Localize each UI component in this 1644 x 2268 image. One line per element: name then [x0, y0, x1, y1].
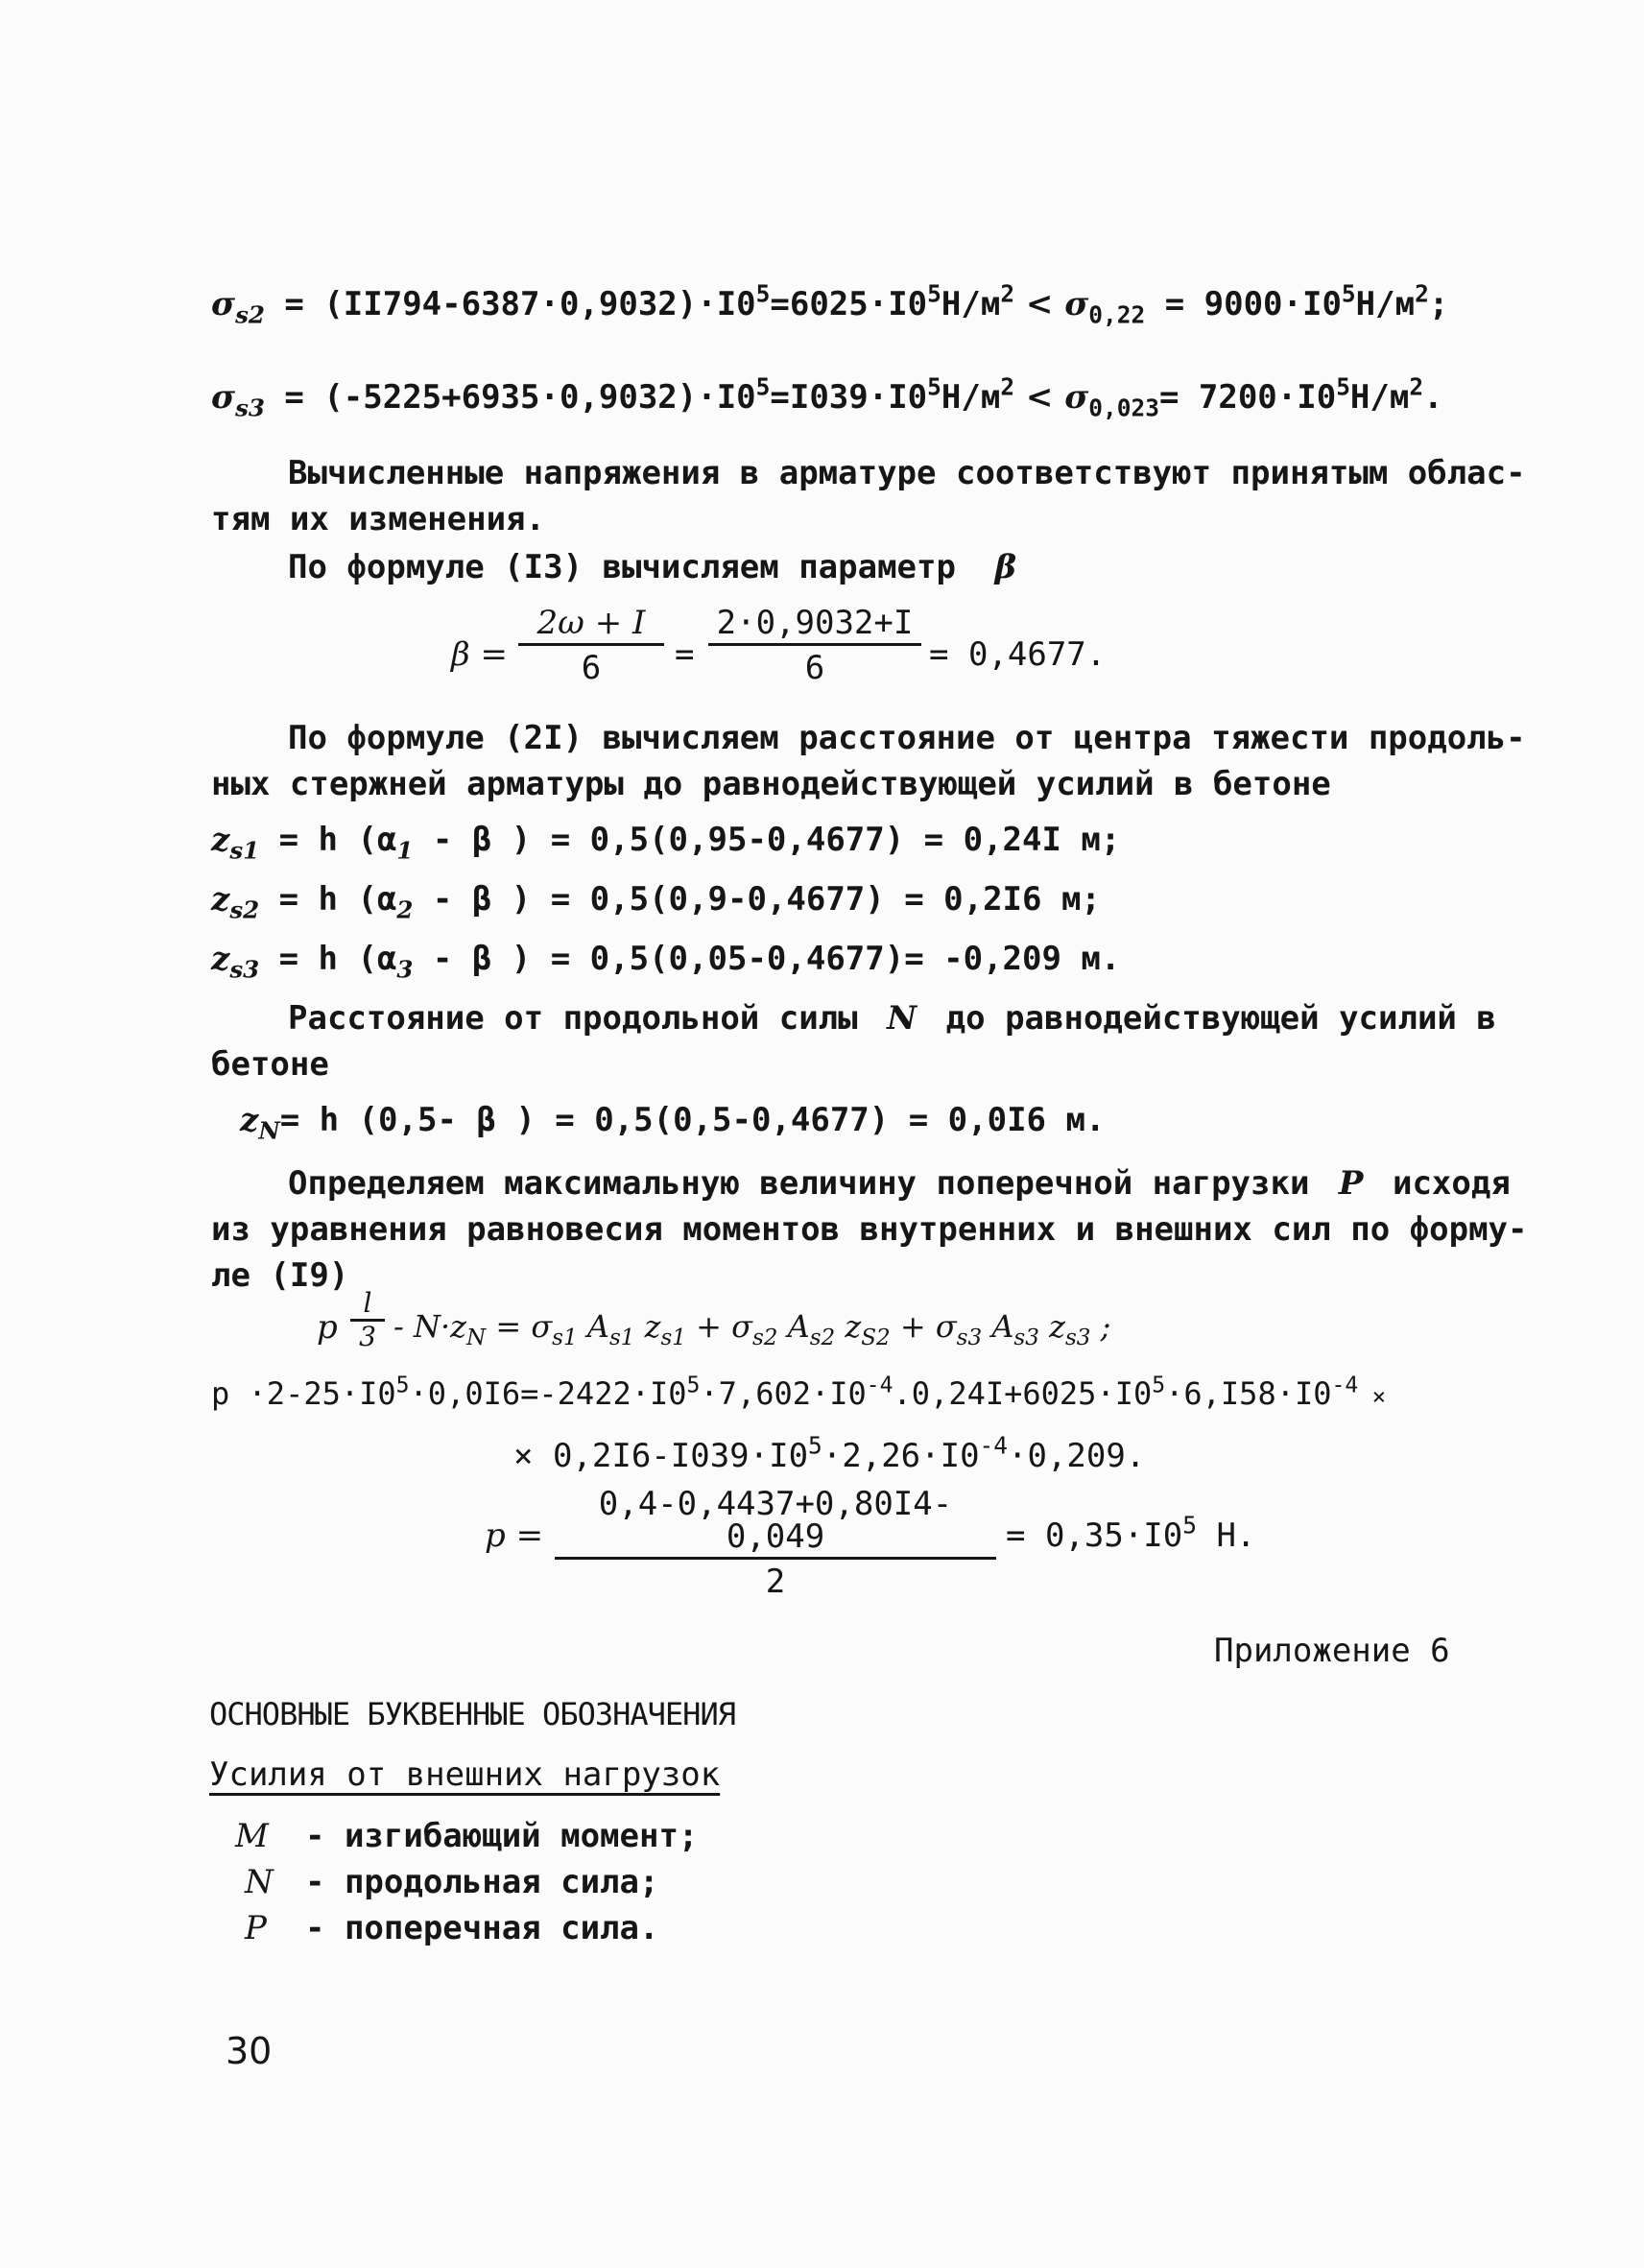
exponent: -4	[979, 1431, 1009, 1460]
l-over-3-fraction	[350, 1287, 385, 1352]
calc-line-1	[211, 1373, 1387, 1412]
comparison: < σ	[1014, 285, 1089, 323]
appendix-subtitle: Усилия от внешних нагрузок	[209, 1755, 721, 1794]
exponent: 5	[755, 372, 771, 401]
subscript: N	[258, 1116, 280, 1145]
moment-equation	[393, 1308, 1111, 1351]
formula-sigma-s3	[211, 372, 1443, 422]
subscript: s2	[751, 1325, 778, 1351]
exponent: -4	[866, 1373, 893, 1398]
multiply-sign: ×	[1358, 1383, 1387, 1410]
paragraph-line: из уравнения равновесия моментов внутренних и внешних сил по форму-	[211, 1210, 1528, 1249]
subscript: 0,22	[1088, 300, 1146, 329]
subscript: s2	[229, 895, 260, 924]
expression: ·2,26·I0	[822, 1437, 980, 1475]
expression: = 9000·I0	[1145, 285, 1342, 323]
paragraph-line	[288, 548, 1017, 586]
subscript: 1	[396, 836, 414, 865]
expression: p ·2-25·I0	[211, 1375, 396, 1412]
expression: = (II794-6387·0,9032)·I0	[284, 285, 756, 323]
exponent: 5	[1336, 372, 1350, 401]
unit: Н/м	[941, 378, 1001, 417]
p-result-rhs	[1006, 1511, 1256, 1555]
subscript: s3	[956, 1325, 983, 1351]
subscript: S2	[861, 1325, 891, 1351]
paragraph-line: Вычисленные напряжения в арматуре соответствуют принятым облас-	[288, 454, 1526, 492]
beta-fraction-2	[708, 604, 921, 687]
subscript: 0,023	[1088, 394, 1159, 422]
exponent: -4	[1331, 1373, 1359, 1398]
punctuation: .	[1423, 378, 1443, 417]
exponent: 2	[1000, 372, 1015, 401]
subscript: s1	[608, 1325, 635, 1351]
exponent: 5	[1152, 1373, 1166, 1398]
expression: A	[982, 1308, 1014, 1345]
unit: Н/м	[941, 285, 1001, 323]
expression: + σ	[685, 1308, 752, 1345]
subscript: s2	[809, 1325, 836, 1351]
expression: .0,24I+6025·I0	[893, 1375, 1153, 1412]
paragraph-text: Расстояние от продольной силы	[288, 999, 858, 1038]
subscript: s3	[1064, 1325, 1091, 1351]
formula-z-s1	[211, 821, 1121, 865]
expression: = 7200·I0	[1158, 378, 1337, 417]
page-number: 30	[226, 2030, 273, 2072]
expression: - β ) = 0,5(0,9-0,4677) = 0,2I6 м;	[413, 880, 1101, 919]
exponent: 5	[395, 1373, 410, 1398]
z-symbol: z	[240, 1101, 259, 1139]
paragraph-line: тям их изменения.	[211, 500, 545, 538]
paragraph-text: до равнодействующей усилий в	[945, 999, 1496, 1038]
z-symbol: z	[211, 821, 230, 859]
exponent: 5	[1182, 1511, 1197, 1540]
expression: A	[577, 1308, 609, 1345]
subscript: N	[466, 1325, 487, 1351]
subscript: s2	[235, 300, 265, 329]
p-symbol: P	[1338, 1164, 1364, 1203]
z-symbol: z	[211, 940, 230, 978]
expression: =I039·I0	[770, 378, 928, 417]
punctuation: ;	[1428, 285, 1449, 323]
paragraph-line: ных стержней арматуры до равнодействующей усилий в бетоне	[211, 765, 1331, 803]
unit: Н/м	[1349, 378, 1410, 417]
expression: = h (α	[259, 940, 397, 978]
beta-symbol: β	[994, 548, 1017, 586]
expression: ·6,I58·I0	[1165, 1375, 1332, 1412]
symbol-p: P	[245, 1909, 267, 1947]
expression: + σ	[890, 1308, 957, 1345]
beta-lhs	[451, 635, 508, 674]
expression: - β ) = 0,5(0,05-0,4677)= -0,209 м.	[413, 940, 1121, 978]
expression: ·0,209.	[1008, 1437, 1146, 1475]
denominator: 3	[359, 1321, 376, 1352]
paragraph-line	[288, 1164, 1511, 1203]
expression: = (-5225+6935·0,9032)·I0	[284, 378, 756, 417]
subscript: s1	[660, 1325, 686, 1351]
exponent: 5	[808, 1431, 822, 1460]
numerator: 2·0,9032+I	[708, 607, 921, 646]
symbol-m-desc: - изгибающий момент;	[305, 1817, 699, 1855]
formula-sigma-s2	[211, 279, 1449, 329]
formula-z-n	[240, 1101, 1106, 1145]
expression: z	[835, 1308, 862, 1345]
expression: = h (α	[259, 880, 397, 919]
subscript: s1	[229, 836, 260, 865]
exponent: 5	[927, 279, 941, 308]
expression: z	[634, 1308, 661, 1345]
p-result-fraction	[555, 1485, 996, 1601]
n-symbol: N	[887, 999, 917, 1038]
exponent: 5	[1341, 279, 1356, 308]
expression: =6025·I0	[770, 285, 928, 323]
expression: = σ	[486, 1308, 553, 1345]
unit: Н.	[1196, 1516, 1256, 1555]
unit: Н/м	[1355, 285, 1416, 323]
paragraph-text: исходя	[1392, 1164, 1511, 1203]
symbol-n: N	[245, 1863, 274, 1901]
sigma-symbol: σ	[211, 285, 236, 323]
symbol-p-desc: - поперечная сила.	[305, 1909, 659, 1947]
sigma-symbol: σ	[211, 378, 236, 417]
paragraph-line: По формуле (2I) вычисляем расстояние от центра тяжести продоль-	[288, 719, 1526, 757]
comparison: < σ	[1014, 378, 1089, 417]
exponent: 2	[1409, 372, 1424, 401]
formula-z-s2	[211, 880, 1101, 924]
exponent: 2	[1415, 279, 1429, 308]
exponent: 5	[755, 279, 771, 308]
expression: z	[1038, 1308, 1065, 1345]
numerator: 2ω + I	[518, 607, 664, 646]
equals-sign: =	[675, 635, 695, 674]
expression: - β ) = 0,5(0,95-0,4677) = 0,24I м;	[413, 821, 1121, 859]
expression: ·0,0I6=-2422·I0	[409, 1375, 687, 1412]
expression: = h (0,5- β ) = 0,5(0,5-0,4677) = 0,0I6 м.	[279, 1101, 1106, 1139]
subscript: 2	[396, 895, 414, 924]
beta-symbol: β =	[451, 635, 508, 674]
numerator: l	[350, 1290, 385, 1322]
expression: A	[777, 1308, 810, 1345]
numerator: 0,4-0,4437+0,80I4-0,049	[555, 1488, 996, 1560]
exponent: 5	[686, 1373, 701, 1398]
appendix-title: ОСНОВНЫЕ БУКВЕННЫЕ ОБОЗНАЧЕНИЯ	[209, 1696, 735, 1732]
denominator: 6	[804, 649, 825, 687]
symbol-m: M	[235, 1817, 269, 1855]
symbol-n-desc: - продольная сила;	[305, 1863, 659, 1901]
expression: = 0,35·I0	[1006, 1516, 1183, 1555]
paragraph-line: бетоне	[211, 1045, 329, 1084]
subscript: s3	[1013, 1325, 1039, 1351]
beta-fraction-1	[518, 604, 664, 687]
punctuation: ;	[1090, 1308, 1111, 1345]
expression: - N·z	[393, 1308, 467, 1345]
p-result-lhs	[485, 1516, 544, 1555]
paragraph-line	[288, 999, 1496, 1038]
p-symbol: p =	[485, 1516, 544, 1555]
expression: ·7,602·I0	[700, 1375, 867, 1412]
z-symbol: z	[211, 880, 230, 919]
exponent: 2	[1000, 279, 1015, 308]
expression: = h (α	[259, 821, 397, 859]
subscript: s3	[235, 394, 265, 422]
exponent: 5	[927, 372, 941, 401]
expression: × 0,2I6-I039·I0	[513, 1437, 809, 1475]
subscript: 3	[396, 955, 414, 984]
subscript: s3	[229, 955, 260, 984]
subscript: s1	[552, 1325, 578, 1351]
moment-lead: p	[317, 1308, 338, 1347]
paragraph-text: Определяем максимальную величину поперечной нагрузки	[288, 1164, 1310, 1203]
appendix-label: Приложение 6	[1214, 1632, 1450, 1670]
beta-result: = 0,4677.	[929, 635, 1107, 674]
calc-line-2	[513, 1431, 1146, 1475]
paragraph-text: По формуле (I3) вычисляем параметр	[288, 548, 956, 586]
formula-z-s3	[211, 940, 1121, 984]
denominator: 2	[765, 1563, 786, 1601]
denominator: 6	[581, 649, 602, 687]
paragraph-line: ле (I9)	[211, 1256, 349, 1295]
